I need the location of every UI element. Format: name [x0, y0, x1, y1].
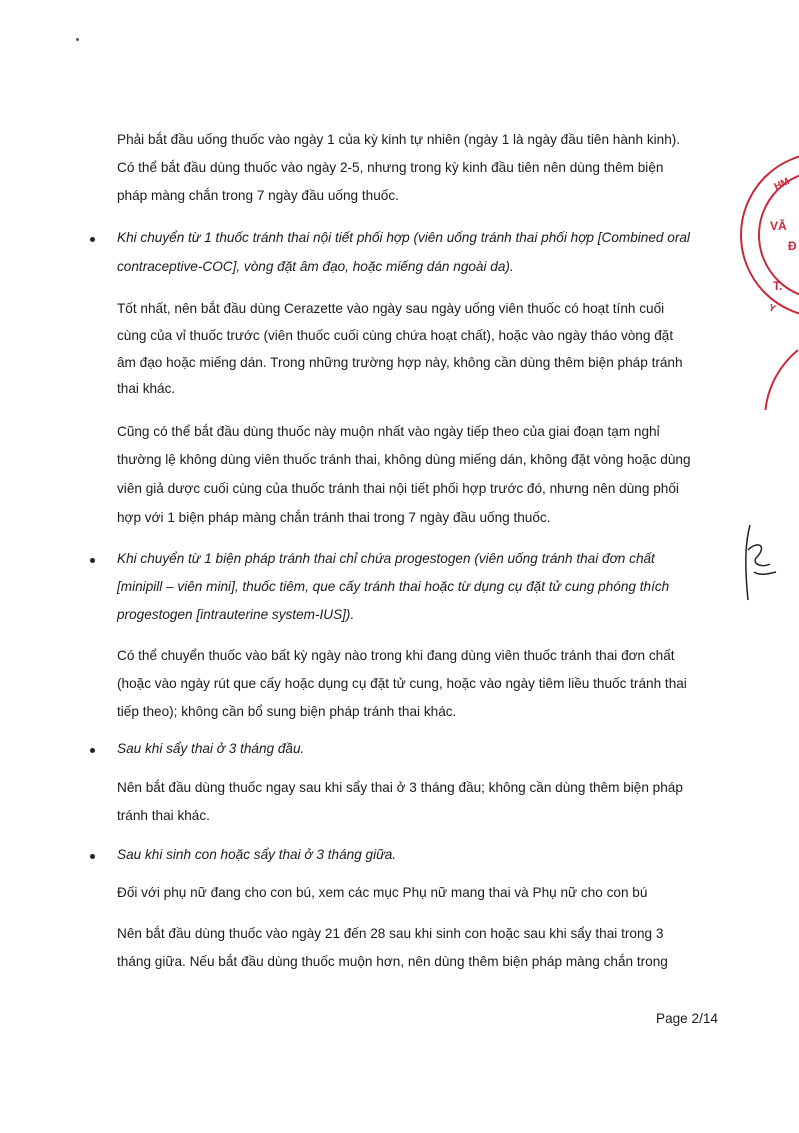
paragraph-line: Tốt nhất, nên bắt đầu dùng Cerazette vào ngày sau ngày uống viên thuốc có hoạt tính cuối — [117, 301, 665, 316]
paragraph-line: pháp màng chắn trong 7 ngày đầu uống thuốc. — [117, 188, 399, 203]
page-number: Page 2/14 — [656, 1011, 718, 1026]
bullet-heading: Khi chuyển từ 1 thuốc tránh thai nội tiết phối hợp (viên uống tránh thai phối hợp [Combined oral — [117, 230, 690, 245]
bullet-point — [90, 854, 95, 859]
paragraph-line: (hoặc vào ngày rút que cấy hoặc dụng cụ đặt tử cung, hoặc vào ngày tiêm liều thuốc tránh thai — [117, 676, 687, 691]
paragraph-line: Có thể bắt đầu dùng thuốc vào ngày 2-5, nhưng trong kỳ kinh đầu tiên nên dùng thêm biện — [117, 160, 664, 175]
paragraph-line: Đối với phụ nữ đang cho con bú, xem các mục Phụ nữ mang thai và Phụ nữ cho con bú — [117, 885, 648, 900]
signature — [740, 520, 780, 610]
paragraph-line: âm đạo hoặc miếng dán. Trong những trường hợp này, không cần dùng thêm biện pháp tránh — [117, 355, 683, 370]
paragraph-line: tiếp theo); không cần bổ sung biện pháp tránh thai khác. — [117, 704, 457, 719]
bullet-point — [90, 558, 95, 563]
paragraph-line: thai khác. — [117, 381, 176, 396]
paragraph-line: tránh thai khác. — [117, 808, 210, 823]
paragraph-line: hợp với 1 biện pháp màng chắn tránh thai trong 7 ngày đầu uống thuốc. — [117, 510, 551, 525]
bullet-point — [90, 748, 95, 753]
svg-text:VĂ: VĂ — [770, 219, 787, 233]
paragraph-line: Có thể chuyển thuốc vào bất kỳ ngày nào trong khi đang dùng viên thuốc tránh thai đơn chất — [117, 648, 675, 663]
bullet-heading: progestogen [intrauterine system-IUS]). — [117, 607, 355, 622]
paragraph-line: cùng của vỉ thuốc trước (viên thuốc cuối cùng chứa hoạt chất), hoặc vào ngày tháo vòng đặt — [117, 328, 674, 343]
bullet-heading: Sau khi sinh con hoặc sẩy thai ở 3 tháng giữa. — [117, 847, 397, 862]
paragraph-line: Nên bắt đầu dùng thuốc vào ngày 21 đến 28 sau khi sinh con hoặc sau khi sẩy thai trong 3 — [117, 926, 664, 941]
scan-speck — [76, 38, 79, 41]
bullet-point — [90, 237, 95, 242]
bullet-heading: Sau khi sẩy thai ở 3 tháng đầu. — [117, 741, 305, 756]
bullet-heading: Khi chuyển từ 1 biện pháp tránh thai chỉ chứa progestogen (viên uống tránh thai đơn chất — [117, 551, 655, 566]
svg-text:Đ: Đ — [788, 239, 797, 253]
svg-text:T.: T. — [773, 279, 783, 293]
bullet-heading: contraceptive-COC], vòng đặt âm đạo, hoặc miếng dán ngoài da). — [117, 259, 514, 274]
paragraph-line: thường lệ không dùng viên thuốc tránh thai, không dùng miếng dán, không đặt vòng hoặc dùng — [117, 452, 691, 467]
paragraph-line: tháng giữa. Nếu bắt đầu dùng thuốc muộn hơn, nên dùng thêm biện pháp màng chắn trong — [117, 954, 668, 969]
paragraph-line: Phải bắt đầu uống thuốc vào ngày 1 của kỳ kinh tự nhiên (ngày 1 là ngày đầu tiên hành kinh). — [117, 132, 681, 147]
svg-text:HM: HM — [772, 176, 792, 193]
svg-text:Y: Y — [766, 302, 778, 316]
bullet-heading: [minipill – viên mini], thuốc tiêm, que cấy tránh thai hoặc từ dụng cụ đặt tử cung phóng thích — [117, 579, 670, 594]
paragraph-line: viên giả dược cuối cùng của thuốc tránh thai nội tiết phối hợp trước đó, nhưng nên dùng phối — [117, 481, 679, 496]
paragraph-line: Cũng có thể bắt đầu dùng thuốc này muộn nhất vào ngày tiếp theo của giai đoạn tạm nghỉ — [117, 424, 660, 439]
red-stamp — [728, 150, 799, 410]
paragraph-line: Nên bắt đầu dùng thuốc ngay sau khi sẩy thai ở 3 tháng đầu; không cần dùng thêm biện pháp — [117, 780, 683, 795]
